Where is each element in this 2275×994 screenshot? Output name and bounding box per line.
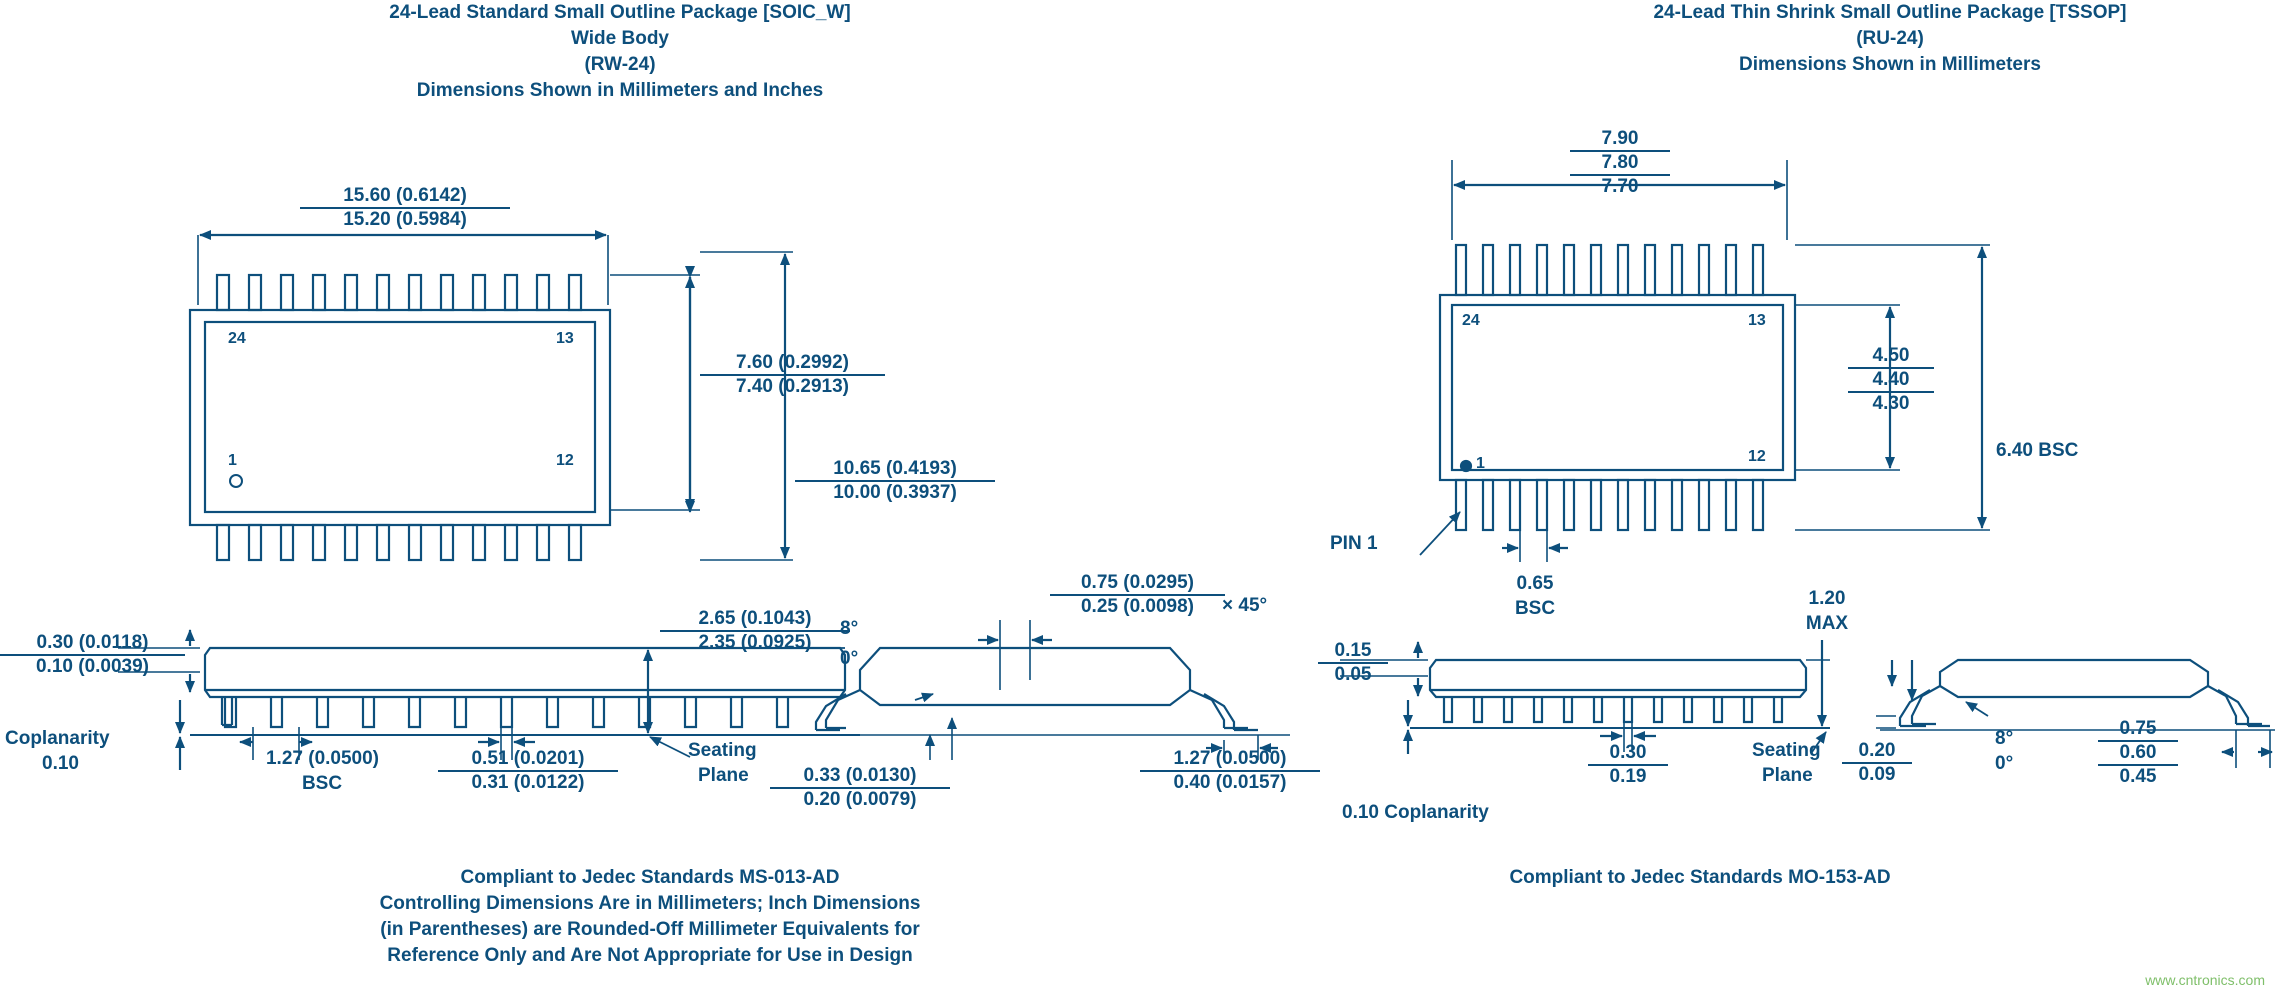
left-lead-thickness-dimension: [0, 632, 185, 678]
left-pin-24-label: 24: [228, 330, 246, 347]
left-package-notes: [200, 865, 1100, 969]
right-overall-height-dimension: 6.40 BSC: [1996, 440, 2079, 461]
left-overall-height-dimension: [795, 458, 995, 504]
right-body-height-dimension: [1848, 345, 1934, 415]
left-seating-plane-label-1: Seating: [688, 740, 757, 761]
right-pitch-dimension: 0.65: [1516, 573, 1554, 594]
left-width-min: 15.20 (0.5984): [300, 207, 510, 231]
left-foot-length-dimension: [1140, 748, 1320, 794]
right-pin-24-label: 24: [1462, 312, 1480, 329]
left-coplanarity-value: 0.10: [42, 753, 79, 774]
left-note-line-1: Compliant to Jedec Standards MS-013-AD: [460, 867, 840, 888]
right-detail-lead-thickness-min: 0.09: [1842, 762, 1912, 786]
left-note-line-4: Reference Only and Are Not Appropriate for Use in Design: [387, 945, 913, 966]
right-seating-plane-label-1: Seating: [1752, 740, 1821, 761]
left-package-height-min: 2.35 (0.0925): [660, 630, 850, 654]
right-body-height-max: 4.50: [1872, 345, 1910, 366]
left-pitch-bsc-label: BSC: [301, 773, 343, 794]
left-overall-height-max: 10.65 (0.4193): [833, 458, 957, 479]
right-foot-length-max: 0.75: [2119, 718, 2157, 739]
right-foot-length-nom: 0.60: [2098, 740, 2178, 766]
right-package-title: [1540, 0, 2240, 78]
right-lead-width-max: 0.30: [1609, 742, 1647, 763]
right-lead-thickness-max: 0.15: [1334, 640, 1372, 661]
left-body-height-min: 7.40 (0.2913): [700, 374, 885, 398]
right-angle-min: 0°: [1995, 753, 2014, 774]
right-package-notes: [1250, 865, 2150, 891]
right-lead-thickness-min: 0.05: [1318, 662, 1388, 686]
left-chamfer-max: 0.75 (0.0295): [1080, 572, 1195, 593]
left-coplanarity-label: Coplanarity: [5, 728, 110, 749]
left-note-line-2: Controlling Dimensions Are in Millimeters; Inch Dimensions: [379, 893, 921, 914]
left-angle-max: 8°: [840, 618, 859, 639]
left-angle-min: 0°: [840, 648, 859, 669]
left-detail-lead-thickness-min: 0.20 (0.0079): [770, 787, 950, 811]
left-foot-length-max: 1.27 (0.0500): [1173, 748, 1287, 769]
left-pin-13-label: 13: [556, 330, 574, 347]
right-title-line-3: Dimensions Shown in Millimeters: [1739, 54, 2041, 75]
right-title-line-2: (RU-24): [1856, 28, 1924, 49]
right-width-min: 7.70: [1601, 176, 1639, 197]
left-lead-thickness-max: 0.30 (0.0118): [36, 632, 149, 653]
right-lead-width-min: 0.19: [1588, 764, 1668, 788]
left-detail-lead-thickness: [770, 765, 950, 811]
right-pin1-callout: PIN 1: [1330, 533, 1378, 554]
left-seating-plane-label-2: Plane: [698, 765, 749, 786]
right-pin-1-label: 1: [1476, 455, 1485, 472]
left-lead-width-min: 0.31 (0.0122): [438, 770, 618, 794]
left-lead-thickness-min: 0.10 (0.0039): [0, 654, 185, 678]
right-foot-length-min: 0.45: [2119, 766, 2157, 787]
right-pin-12-label: 12: [1748, 448, 1766, 465]
right-foot-length-dimension: [2098, 718, 2178, 788]
right-width-max: 7.90: [1601, 128, 1639, 149]
right-max-height-label: MAX: [1805, 613, 1849, 634]
left-detail-lead-thickness-max: 0.33 (0.0130): [803, 765, 917, 786]
left-package-height-max: 2.65 (0.1043): [698, 608, 812, 629]
left-width-max: 15.60 (0.6142): [343, 185, 467, 206]
right-note-line-1: Compliant to Jedec Standards MO-153-AD: [1509, 867, 1891, 888]
right-seating-plane-label-2: Plane: [1762, 765, 1813, 786]
left-chamfer-dimension: [1050, 572, 1225, 618]
left-width-dimension: [300, 185, 510, 231]
left-overall-height-min: 10.00 (0.3937): [795, 480, 995, 504]
right-body-height-nom: 4.40: [1848, 367, 1934, 393]
right-width-dimension: [1570, 128, 1670, 198]
left-pin-1-label: 1: [228, 452, 237, 469]
right-body-height-min: 4.30: [1872, 393, 1910, 414]
left-package-height-dimension: [660, 608, 850, 654]
right-angle-max: 8°: [1995, 728, 2014, 749]
left-lead-width-max: 0.51 (0.0201): [471, 748, 585, 769]
left-title-line-2: Wide Body: [571, 28, 669, 49]
right-width-nom: 7.80: [1570, 150, 1670, 176]
left-pin-12-label: 12: [556, 452, 574, 469]
left-title-line-3: (RW-24): [584, 54, 656, 75]
left-title-line-4: Dimensions Shown in Millimeters and Inches: [416, 80, 824, 101]
right-coplanarity-label: 0.10 Coplanarity: [1342, 802, 1489, 823]
left-body-height-dimension: [700, 352, 885, 398]
left-note-line-3: (in Parentheses) are Rounded-Off Millimeter Equivalents for: [380, 919, 920, 940]
right-pitch-bsc-label: BSC: [1514, 598, 1556, 619]
watermark: www.cntronics.com: [2145, 972, 2265, 988]
right-detail-lead-thickness: [1842, 740, 1912, 786]
right-lead-width-dimension: [1588, 742, 1668, 788]
right-pin-13-label: 13: [1748, 312, 1766, 329]
left-foot-length-min: 0.40 (0.0157): [1140, 770, 1320, 794]
left-pitch-dimension: 1.27 (0.0500): [265, 748, 380, 769]
right-lead-thickness-dimension: [1318, 640, 1388, 686]
left-chamfer-angle: × 45°: [1222, 595, 1268, 616]
right-max-height-value: 1.20: [1808, 588, 1846, 609]
right-title-line-1: 24-Lead Thin Shrink Small Outline Package [TSSOP]: [1653, 2, 2127, 23]
left-package-title: [270, 0, 970, 104]
left-title-line-1: 24-Lead Standard Small Outline Package [SOIC_W]: [389, 2, 851, 23]
right-detail-lead-thickness-max: 0.20: [1858, 740, 1896, 761]
left-chamfer-min: 0.25 (0.0098): [1050, 594, 1225, 618]
left-body-height-max: 7.60 (0.2992): [735, 352, 850, 373]
left-lead-width-dimension: [438, 748, 618, 794]
